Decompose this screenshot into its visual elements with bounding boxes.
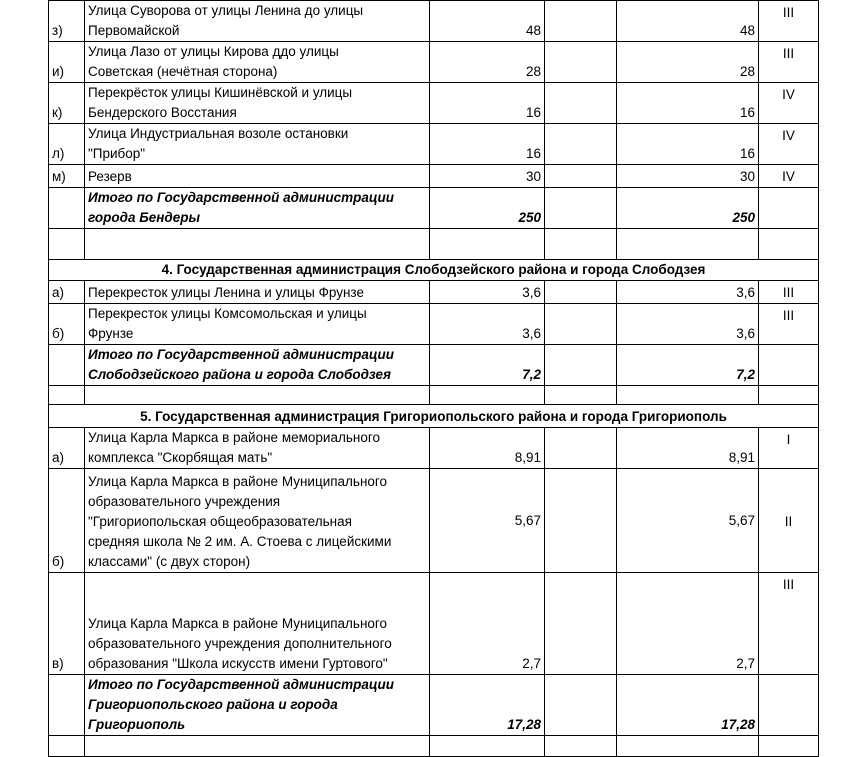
value-3-cell[interactable]: 17,28 — [617, 675, 759, 736]
total-row — [49, 675, 819, 736]
value-1-cell[interactable]: 28 — [430, 42, 545, 83]
total-row — [49, 188, 819, 229]
row-name-cell[interactable]: Улица Лазо от улицы Кирова ддо улицы Советская (нечётная сторона) — [85, 42, 430, 83]
value-3-cell[interactable]: 3,6 — [617, 281, 759, 304]
empty-cell[interactable] — [85, 229, 430, 260]
category-cell[interactable]: IV — [759, 165, 819, 188]
total-row — [49, 345, 819, 386]
row-index-cell[interactable]: а) — [49, 281, 85, 304]
value-3-cell[interactable]: 5,67 — [617, 469, 759, 573]
value-3-cell[interactable]: 16 — [617, 83, 759, 124]
category-cell[interactable]: IV — [759, 124, 819, 165]
row-index-cell[interactable]: и) — [49, 42, 85, 83]
row-index-cell[interactable] — [49, 345, 85, 386]
table-row — [49, 42, 819, 83]
value-3-cell[interactable]: 48 — [617, 1, 759, 42]
row-name-cell[interactable]: Резерв — [85, 165, 430, 188]
section-title-cell[interactable]: 4. Государственная администрация Слободзейского района и города Слободзея — [49, 260, 819, 281]
value-3-cell[interactable]: 28 — [617, 42, 759, 83]
row-index-cell[interactable]: б) — [49, 469, 85, 573]
value-2-cell[interactable] — [545, 188, 617, 229]
value-2-cell[interactable] — [545, 83, 617, 124]
empty-cell[interactable] — [617, 386, 759, 405]
empty-cell[interactable] — [85, 386, 430, 405]
row-name-cell[interactable]: Улица Индустриальная возоле остановки "Прибор" — [85, 124, 430, 165]
blank-row — [49, 229, 819, 260]
empty-cell[interactable] — [759, 229, 819, 260]
table-row — [49, 573, 819, 675]
section-header-row — [49, 260, 819, 281]
value-1-cell[interactable]: 16 — [430, 124, 545, 165]
row-index-cell[interactable] — [49, 675, 85, 736]
category-cell[interactable]: III — [759, 42, 819, 83]
table-row — [49, 165, 819, 188]
row-index-cell[interactable]: м) — [49, 165, 85, 188]
value-2-cell[interactable] — [545, 124, 617, 165]
empty-cell[interactable] — [430, 386, 545, 405]
value-3-cell[interactable]: 8,91 — [617, 428, 759, 469]
table-row — [49, 1, 819, 42]
value-2-cell[interactable] — [545, 428, 617, 469]
value-1-cell[interactable]: 2,7 — [430, 573, 545, 675]
value-1-cell[interactable]: 7,2 — [430, 345, 545, 386]
section-title-cell[interactable]: 5. Государственная администрация Григориопольского района и города Григориополь — [49, 405, 819, 428]
value-1-cell[interactable]: 48 — [430, 1, 545, 42]
value-3-cell[interactable]: 250 — [617, 188, 759, 229]
category-cell[interactable] — [759, 188, 819, 229]
empty-cell[interactable] — [545, 386, 617, 405]
row-index-cell[interactable]: а) — [49, 428, 85, 469]
value-2-cell[interactable] — [545, 281, 617, 304]
value-3-cell[interactable]: 16 — [617, 124, 759, 165]
value-1-cell[interactable]: 17,28 — [430, 675, 545, 736]
row-name-cell[interactable]: Итого по Государственной администрации Григориопольского района и города Григориополь — [85, 675, 430, 736]
data-table — [48, 0, 819, 757]
row-name-cell[interactable]: Перекрёсток улицы Кишинёвской и улицы Бендерского Восстания — [85, 83, 430, 124]
empty-cell[interactable] — [49, 386, 85, 405]
blank-row — [49, 386, 819, 405]
value-1-cell[interactable]: 3,6 — [430, 304, 545, 345]
table-body — [49, 1, 819, 757]
blank-row — [49, 736, 819, 757]
value-2-cell[interactable] — [545, 42, 617, 83]
value-3-cell[interactable]: 7,2 — [617, 345, 759, 386]
category-cell[interactable]: II — [759, 469, 819, 573]
table-row — [49, 281, 819, 304]
row-index-cell[interactable]: в) — [49, 573, 85, 675]
category-cell[interactable] — [759, 675, 819, 736]
section-header-row — [49, 405, 819, 428]
table-row — [49, 83, 819, 124]
row-index-cell[interactable]: л) — [49, 124, 85, 165]
category-cell[interactable]: III — [759, 1, 819, 42]
category-cell[interactable]: IV — [759, 83, 819, 124]
table-row — [49, 304, 819, 345]
value-2-cell[interactable] — [545, 573, 617, 675]
empty-cell[interactable] — [49, 229, 85, 260]
row-name-cell[interactable]: Улица Суворова от улицы Ленина до улицы Первомайской — [85, 1, 430, 42]
table-row — [49, 428, 819, 469]
value-1-cell[interactable]: 250 — [430, 188, 545, 229]
row-name-cell[interactable]: Перекресток улицы Ленина и улицы Фрунзе — [85, 281, 430, 304]
table-row — [49, 469, 819, 573]
row-name-cell[interactable]: Улица Карла Маркса в районе Муниципального образовательного учреждения "Григориопольская общеобразовательная средняя школа № 2 им. А. Стоева с лицейскими классами" (с двух сторон) — [85, 469, 430, 573]
empty-cell[interactable] — [759, 736, 819, 757]
empty-cell[interactable] — [759, 386, 819, 405]
value-1-cell[interactable]: 16 — [430, 83, 545, 124]
category-cell[interactable] — [759, 345, 819, 386]
row-index-cell[interactable]: з) — [49, 1, 85, 42]
value-3-cell[interactable]: 30 — [617, 165, 759, 188]
empty-cell[interactable] — [545, 736, 617, 757]
category-cell[interactable]: III — [759, 573, 819, 675]
row-index-cell[interactable]: б) — [49, 304, 85, 345]
value-2-cell[interactable] — [545, 304, 617, 345]
empty-cell[interactable] — [85, 736, 430, 757]
category-cell[interactable]: III — [759, 304, 819, 345]
value-3-cell[interactable]: 3,6 — [617, 304, 759, 345]
empty-cell[interactable] — [617, 736, 759, 757]
row-name-cell[interactable]: Итого по Государственной администрации Слободзейского района и города Слободзея — [85, 345, 430, 386]
value-2-cell[interactable] — [545, 345, 617, 386]
value-2-cell[interactable] — [545, 675, 617, 736]
value-2-cell[interactable] — [545, 165, 617, 188]
value-1-cell[interactable]: 5,67 — [430, 469, 545, 573]
value-2-cell[interactable] — [545, 469, 617, 573]
category-cell[interactable]: I — [759, 428, 819, 469]
empty-cell[interactable] — [430, 736, 545, 757]
table-row — [49, 124, 819, 165]
row-name-cell[interactable]: Итого по Государственной администрации города Бендеры — [85, 188, 430, 229]
row-name-cell[interactable]: Улица Карла Маркса в районе Муниципального образовательного учреждения дополнительного образования "Школа искусств имени Гуртового" — [85, 573, 430, 675]
row-index-cell[interactable] — [49, 188, 85, 229]
category-cell[interactable]: III — [759, 281, 819, 304]
value-1-cell[interactable]: 8,91 — [430, 428, 545, 469]
value-1-cell[interactable]: 30 — [430, 165, 545, 188]
empty-cell[interactable] — [617, 229, 759, 260]
row-name-cell[interactable]: Перекресток улицы Комсомольская и улицы Фрунзе — [85, 304, 430, 345]
empty-cell[interactable] — [49, 736, 85, 757]
value-3-cell[interactable]: 2,7 — [617, 573, 759, 675]
empty-cell[interactable] — [430, 229, 545, 260]
row-name-cell[interactable]: Улица Карла Маркса в районе мемориального комплекса "Скорбящая мать" — [85, 428, 430, 469]
value-2-cell[interactable] — [545, 1, 617, 42]
empty-cell[interactable] — [545, 229, 617, 260]
value-1-cell[interactable]: 3,6 — [430, 281, 545, 304]
row-index-cell[interactable]: к) — [49, 83, 85, 124]
